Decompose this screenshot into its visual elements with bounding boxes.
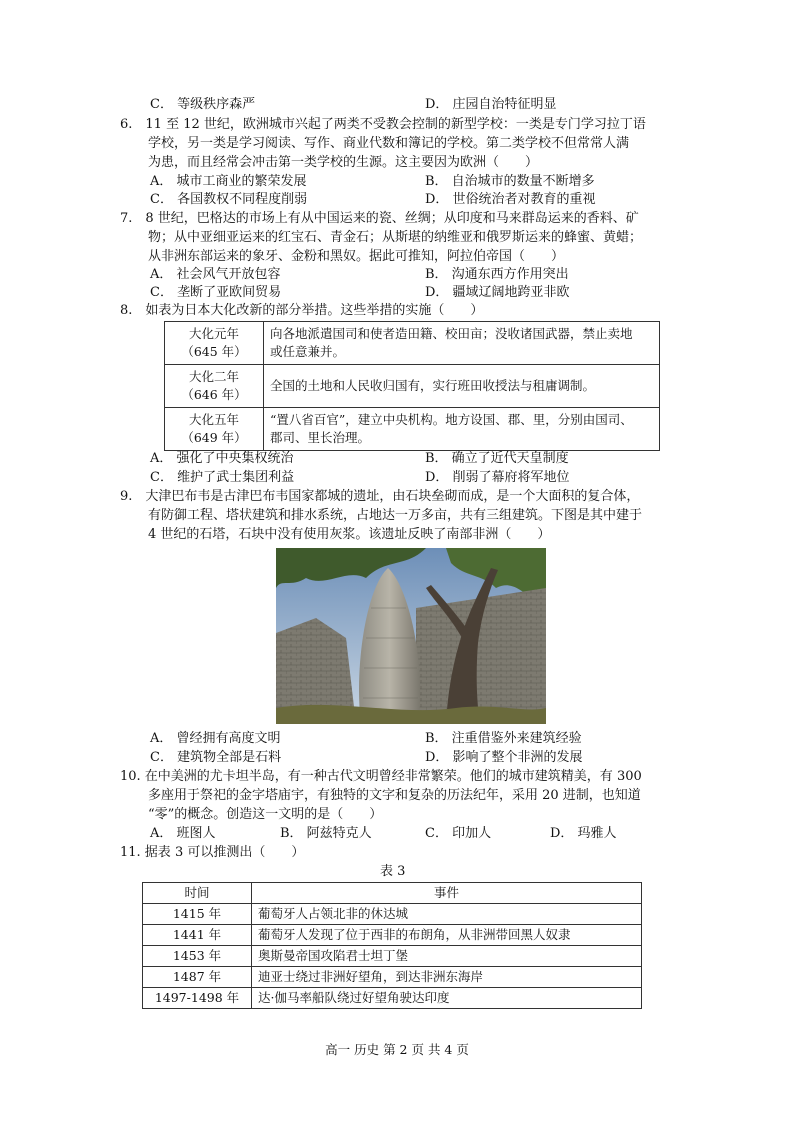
events-table	[142, 882, 642, 1009]
q9-option-a: A． 曾经拥有高度文明	[150, 731, 281, 746]
table-cell-year: 大化二年 （646 年）	[165, 365, 264, 408]
q7-stem-line1: 7. 8 世纪，巴格达的市场上有从中国运来的瓷、丝绸；从印度和马来群岛运来的香料、矿	[120, 211, 639, 226]
q9-stem-line2: 有防御工程、塔状建筑和排水系统，占地达一万多亩，共有三组建筑。下图是其中建于	[148, 508, 643, 523]
q7-option-a: A． 社会风气开放包容	[150, 267, 281, 282]
q9-option-b: B． 注重借鉴外来建筑经验	[425, 731, 582, 746]
q10-option-b: B． 阿兹特克人	[280, 826, 372, 841]
q9-stem-line1: 9. 大津巴布韦是古津巴布韦国家都城的遗址，由石块垒砌而成，是一个大面积的复合体，	[120, 489, 640, 504]
table-cell-time: 1441 年	[143, 925, 252, 946]
table-row	[143, 988, 642, 1009]
q6-stem-line3: 为患，而且经常会冲击第一类学校的生源。这主要因为欧洲（ ）	[148, 155, 539, 170]
table-cell-event: 葡萄牙人发现了位于西非的布朗角，从非洲带回黑人奴隶	[252, 925, 642, 946]
q6-stem-line1: 6. 11 至 12 世纪，欧洲城市兴起了两类不受教会控制的新型学校：一类是专门学习拉丁语	[120, 117, 646, 132]
q9-option-d: D． 影响了整个非洲的发展	[425, 750, 583, 765]
q7-option-c: C． 垄断了亚欧间贸易	[150, 285, 282, 300]
q8-option-b: B． 确立了近代天皇制度	[425, 451, 569, 466]
table-cell-time: 1415 年	[143, 904, 252, 925]
table-header-event: 事件	[252, 883, 642, 904]
table-row	[143, 967, 642, 988]
q7-option-b: B． 沟通东西方作用突出	[425, 267, 569, 282]
table-header-time: 时间	[143, 883, 252, 904]
table-caption: 表 3	[380, 864, 406, 879]
taika-reform-table	[164, 321, 660, 451]
q10-stem-line2: 多座用于祭祀的金字塔庙宇，有独特的文字和复杂的历法纪年，采用 20 进制，也知道	[148, 788, 641, 803]
q6-stem-line2: 学校，另一类是学习阅读、写作、商业代数和簿记的学校。第二类学校不但常常人满	[148, 136, 630, 151]
q5-option-d: D． 庄园自治特征明显	[425, 97, 557, 112]
great-zimbabwe-tower-photo	[276, 548, 546, 724]
q6-option-b: B． 自治城市的数量不断增多	[425, 174, 595, 189]
table-cell-event: 迪亚士绕过非洲好望角，到达非洲东海岸	[252, 967, 642, 988]
q11-stem: 11. 据表 3 可以推测出（ ）	[120, 845, 305, 860]
table-cell-year: 大化元年 （645 年）	[165, 322, 264, 365]
table-cell-event: 葡萄牙人占领北非的休达城	[252, 904, 642, 925]
q8-option-a: A． 强化了中央集权统治	[150, 451, 294, 466]
table-row	[143, 946, 642, 967]
page-footer: 高一 历史 第 2 页 共 4 页	[325, 1042, 469, 1057]
q8-stem: 8. 如表为日本大化改新的部分举措。这些举措的实施（ ）	[120, 303, 484, 318]
q7-option-d: D． 疆域辽阔地跨亚非欧	[425, 285, 570, 300]
table-row	[143, 925, 642, 946]
table-row	[165, 365, 660, 408]
q10-option-d: D． 玛雅人	[550, 826, 617, 841]
q7-stem-line2: 物；从中亚细亚运来的红宝石、青金石；从斯堪的纳维亚和俄罗斯运来的蜂蜜、黄蜡；	[148, 230, 643, 245]
q5-option-c: C． 等级秩序森严	[150, 97, 256, 112]
table-cell-measure: 全国的土地和人民收归国有，实行班田收授法与租庸调制。	[264, 365, 660, 408]
table-cell-event: 奥斯曼帝国攻陷君士坦丁堡	[252, 946, 642, 967]
table-row	[165, 322, 660, 365]
table-row	[143, 904, 642, 925]
q8-option-c: C． 维护了武士集团利益	[150, 470, 295, 485]
table-header-row	[143, 883, 642, 904]
table-cell-time: 1487 年	[143, 967, 252, 988]
table-cell-time: 1453 年	[143, 946, 252, 967]
q9-option-c: C． 建筑物全部是石料	[150, 750, 282, 765]
table-cell-time: 1497-1498 年	[143, 988, 252, 1009]
q6-option-a: A． 城市工商业的繁荣发展	[150, 174, 307, 189]
q10-option-c: C． 印加人	[425, 826, 492, 841]
q8-option-d: D． 削弱了幕府将军地位	[425, 470, 570, 485]
q9-stem-line3: 4 世纪的石塔，石块中没有使用灰浆。该遗址反映了南部非洲（ ）	[148, 527, 551, 542]
table-cell-measure: 向各地派遣国司和使者造田籍、校田亩；没收诸国武器，禁止卖地 或任意兼并。	[264, 322, 660, 365]
q6-option-d: D． 世俗统治者对教育的重视	[425, 192, 596, 207]
q7-stem-line3: 从非洲东部运来的象牙、金粉和黑奴。据此可推知，阿拉伯帝国（ ）	[148, 249, 565, 264]
table-cell-year: 大化五年 （649 年）	[165, 408, 264, 451]
table-row	[165, 408, 660, 451]
q10-option-a: A． 班图人	[150, 826, 216, 841]
table-cell-event: 达·伽马率船队绕过好望角驶达印度	[252, 988, 642, 1009]
q10-stem-line1: 10. 在中美洲的尤卡坦半岛，有一种古代文明曾经非常繁荣。他们的城市建筑精美，有 300	[120, 769, 642, 784]
q6-option-c: C． 各国教权不同程度削弱	[150, 192, 308, 207]
table-cell-measure: “置八省百官”，建立中央机构。地方设国、郡、里，分别由国司、 郡司、里长治理。	[264, 408, 660, 451]
q10-stem-line3: “零”的概念。创造这一文明的是（ ）	[148, 807, 383, 822]
